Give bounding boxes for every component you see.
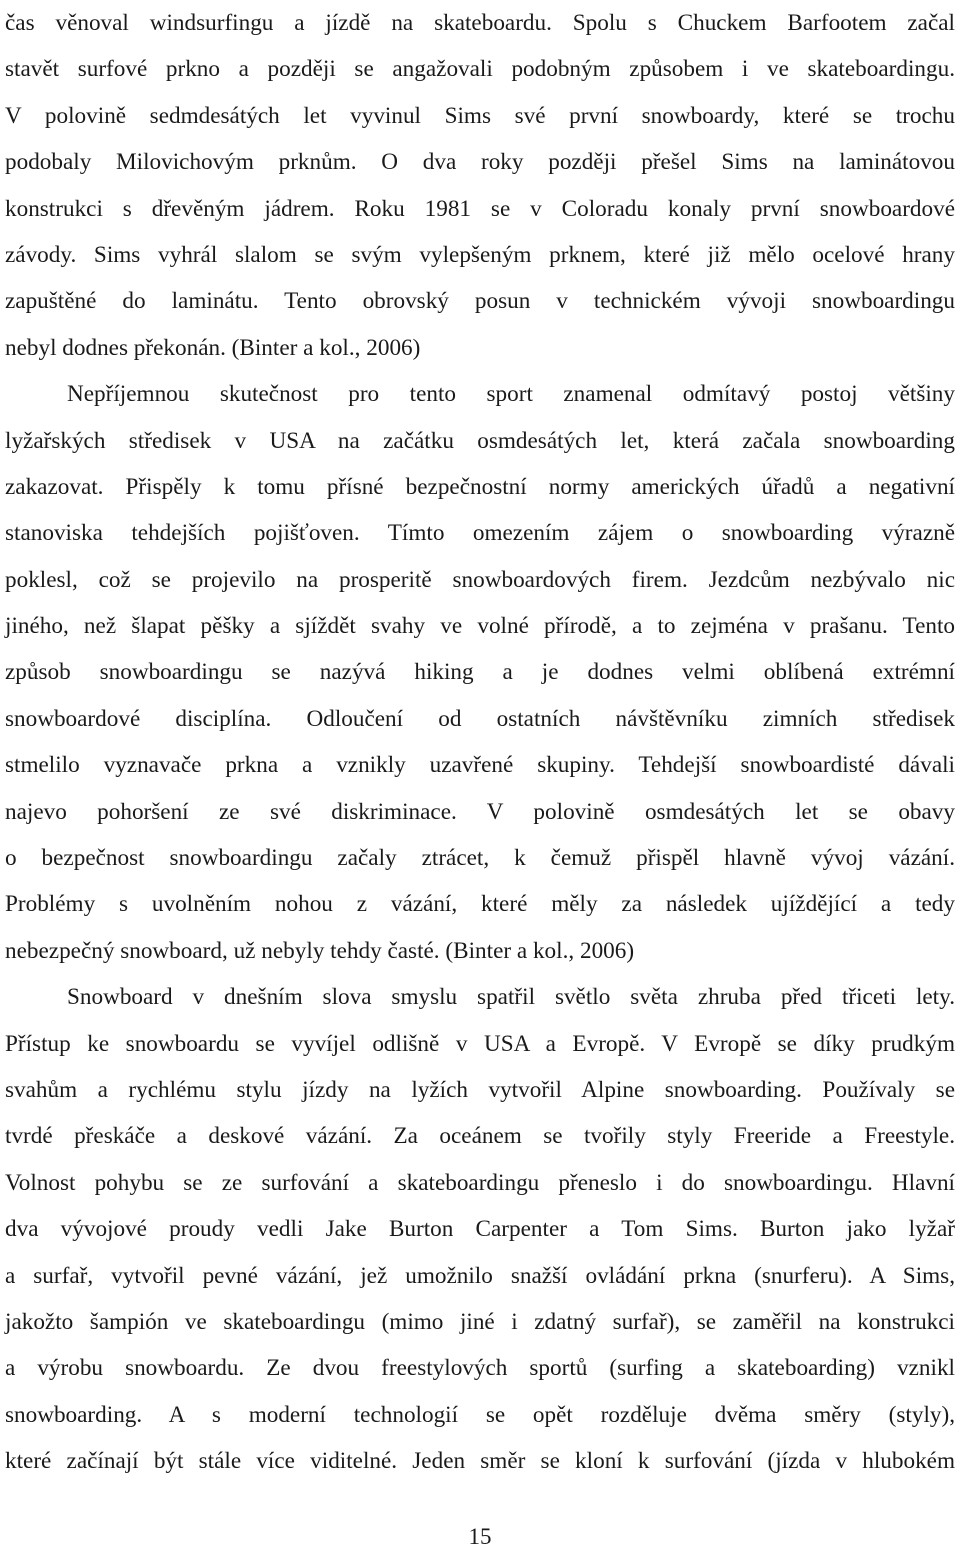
text-line: způsob snowboardingu se nazývá hiking a je dodnes velmi oblíbená extrémní	[5, 659, 955, 686]
paragraph-2	[5, 371, 955, 974]
text-line: svahům a rychlému stylu jízdy na lyžích vytvořil Alpine snowboarding. Používaly se	[5, 1076, 955, 1103]
text-line: nebyl dodnes překonán. (Binter a kol., 2006)	[5, 334, 421, 361]
text-line: jakožto šampión ve skateboardingu (mimo jiné i zdatný surfař), se zaměřil na konstrukci	[5, 1308, 955, 1335]
text-line: stmelilo vyznavače prkna a vznikly uzavřené skupiny. Tehdejší snowboardisté dávali	[5, 752, 955, 779]
text-line: které začínají být stále více viditelné. Jeden směr se kloní k surfování (jízda v hlubokém	[5, 1448, 955, 1475]
document-page	[5, 0, 955, 1485]
text-line: Volnost pohybu se ze surfování a skateboardingu přeneslo i do snowboardingu. Hlavní	[5, 1169, 955, 1196]
paragraph-3	[5, 974, 955, 1484]
text-line: a surfař, vytvořil pevné vázání, jež umožnilo snažší ovládání prkna (snurferu). A Sims,	[5, 1262, 955, 1289]
text-line: zapuštěné do laminátu. Tento obrovský posun v technickém vývoji snowboardingu	[5, 288, 955, 315]
text-line: nebezpečný snowboard, už nebyly tehdy časté. (Binter a kol., 2006)	[5, 937, 635, 964]
text-line: podobaly Milovichovým prknům. O dva roky později přešel Sims na laminátovou	[5, 149, 955, 176]
text-line: snowboardové disciplína. Odloučení od ostatních návštěvníku zimních středisek	[5, 705, 955, 732]
text-line: snowboarding. A s moderní technologií se opět rozděluje dvěma směry (styly),	[5, 1401, 955, 1428]
text-line: Snowboard v dnešním slova smyslu spatřil světlo světa zhruba před třiceti lety.	[67, 984, 955, 1011]
text-line: lyžařských středisek v USA na začátku osmdesátých let, která začala snowboarding	[5, 427, 955, 454]
text-line: a výrobu snowboardu. Ze dvou freestylových sportů (surfing a skateboarding) vznikl	[5, 1355, 955, 1382]
text-line: o bezpečnost snowboardingu začaly ztrácet, k čemuž přispěl hlavně vývoj vázání.	[5, 845, 955, 872]
text-line: Problémy s uvolněním nohou z vázání, které měly za následek ujíždějící a tedy	[5, 891, 955, 918]
text-line: konstrukci s dřevěným jádrem. Roku 1981 se v Coloradu konaly první snowboardové	[5, 195, 955, 222]
text-line: V polovině sedmdesátých let vyvinul Sims své první snowboardy, které se trochu	[5, 102, 955, 129]
text-line: stanoviska tehdejších pojišťoven. Tímto omezením zájem o snowboarding výrazně	[5, 520, 955, 547]
text-line: jiného, než šlapat pěšky a sjíždět svahy ve volné přírodě, a to zejména v prašanu. Tento	[5, 613, 955, 640]
text-line: závody. Sims vyhrál slalom se svým vylepšeným prknem, které již mělo ocelové hrany	[5, 241, 955, 268]
text-line: stavět surfové prkno a později se angažovali podobným způsobem i ve skateboardingu.	[5, 56, 955, 83]
paragraph-1	[5, 0, 955, 371]
text-line: čas věnoval windsurfingu a jízdě na skateboardu. Spolu s Chuckem Barfootem začal	[5, 10, 955, 36]
text-line: poklesl, což se projevilo na prosperitě snowboardových firem. Jezdcům nezbývalo nic	[5, 566, 955, 593]
text-line: dva vývojové proudy vedli Jake Burton Carpenter a Tom Sims. Burton jako lyžař	[5, 1216, 955, 1243]
text-line: Nepříjemnou skutečnost pro tento sport znamenal odmítavý postoj většiny	[67, 381, 955, 408]
text-line: Přístup ke snowboardu se vyvíjel odlišně v USA a Evropě. V Evropě se díky prudkým	[5, 1030, 955, 1057]
text-line: tvrdé přeskáče a deskové vázání. Za oceánem se tvořily styly Freeride a Freestyle.	[5, 1123, 955, 1150]
text-line: zakazovat. Přispěly k tomu přísné bezpečnostní normy amerických úřadů a negativní	[5, 473, 955, 500]
page-number: 15	[468, 1524, 492, 1549]
text-line: najevo pohoršení ze své diskriminace. V polovině osmdesátých let se obavy	[5, 798, 955, 825]
